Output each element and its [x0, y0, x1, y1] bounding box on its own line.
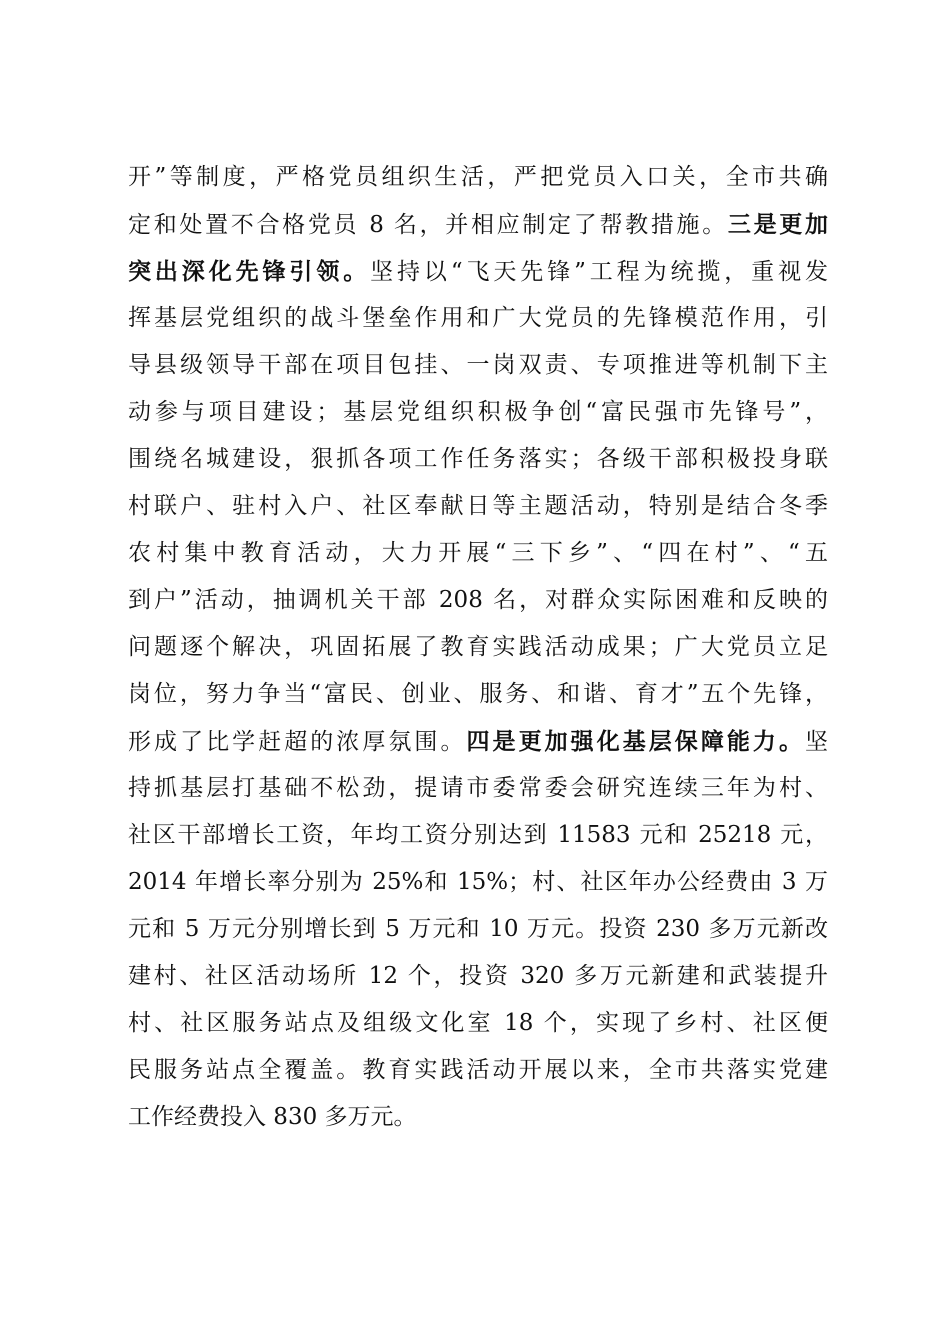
text-line [128, 1000, 828, 1047]
text-line [128, 718, 828, 765]
bold-heading-text: 突出深化先锋引领。 [128, 258, 371, 285]
body-text: 2014 年增长率分别为 25%和 15%；村、社区年办公经费由 3 万 [128, 869, 828, 895]
text-line [128, 906, 828, 953]
text-line [128, 389, 828, 436]
body-text: 挥基层党组织的战斗堡垒作用和广大党员的先锋模范作用，引 [128, 305, 828, 331]
text-line [128, 953, 828, 1000]
body-text: 坚 [805, 729, 829, 755]
bold-heading-text: 三是更加 [727, 211, 829, 238]
body-text: 村、社区服务站点及组级文化室 18 个，实现了乡村、社区便 [128, 1010, 828, 1036]
body-text: 元和 5 万元分别增长到 5 万元和 10 万元。投资 230 多万元新改 [128, 916, 828, 942]
text-line [128, 436, 828, 483]
body-text: 坚持以“飞天先锋”工程为统揽，重视发 [370, 259, 828, 285]
body-text: 农村集中教育活动，大力开展“三下乡”、“四在村”、“五 [128, 540, 828, 566]
body-text: 工作经费投入 830 多万元。 [128, 1104, 417, 1130]
body-text: 持抓基层打基础不松劲，提请市委常委会研究连续三年为村、 [128, 775, 828, 801]
body-text: 开”等制度，严格党员组织生活，严把党员入口关，全市共确 [128, 164, 828, 190]
text-line [128, 577, 828, 624]
text-line [128, 342, 828, 389]
body-text: 围绕名城建设，狠抓各项工作任务落实；各级干部积极投身联 [128, 446, 828, 472]
body-text: 到户”活动，抽调机关干部 208 名，对群众实际困难和反映的 [128, 587, 828, 613]
body-text: 定和处置不合格党员 8 名，并相应制定了帮教措施。 [128, 212, 728, 238]
body-text: 岗位，努力争当“富民、创业、服务、和谐、育才”五个先锋， [128, 681, 828, 707]
body-text: 村联户、驻村入户、社区奉献日等主题活动，特别是结合冬季 [128, 493, 828, 519]
text-line [128, 624, 828, 671]
text-line [128, 1094, 828, 1141]
text-line [128, 671, 828, 718]
body-paragraph [128, 154, 828, 1141]
body-text: 建村、社区活动场所 12 个，投资 320 多万元新建和武装提升 [128, 963, 828, 989]
body-text: 社区干部增长工资，年均工资分别达到 11583 元和 25218 元， [128, 822, 828, 848]
text-line [128, 765, 828, 812]
body-text: 形成了比学赶超的浓厚氛围。 [128, 729, 467, 755]
text-line [128, 295, 828, 342]
text-line [128, 530, 828, 577]
body-text: 民服务站点全覆盖。教育实践活动开展以来，全市共落实党建 [128, 1057, 828, 1083]
text-line [128, 812, 828, 859]
text-line [128, 248, 828, 295]
text-line [128, 483, 828, 530]
bold-heading-text: 四是更加强化基层保障能力。 [466, 728, 806, 755]
text-line [128, 154, 828, 201]
text-line [128, 1047, 828, 1094]
text-line [128, 201, 828, 248]
text-line [128, 859, 828, 906]
body-text: 导县级领导干部在项目包挂、一岗双责、专项推进等机制下主 [128, 352, 828, 378]
body-text: 问题逐个解决，巩固拓展了教育实践活动成果；广大党员立足 [128, 634, 828, 660]
body-text: 动参与项目建设；基层党组织积极争创“富民强市先锋号”， [128, 399, 828, 425]
